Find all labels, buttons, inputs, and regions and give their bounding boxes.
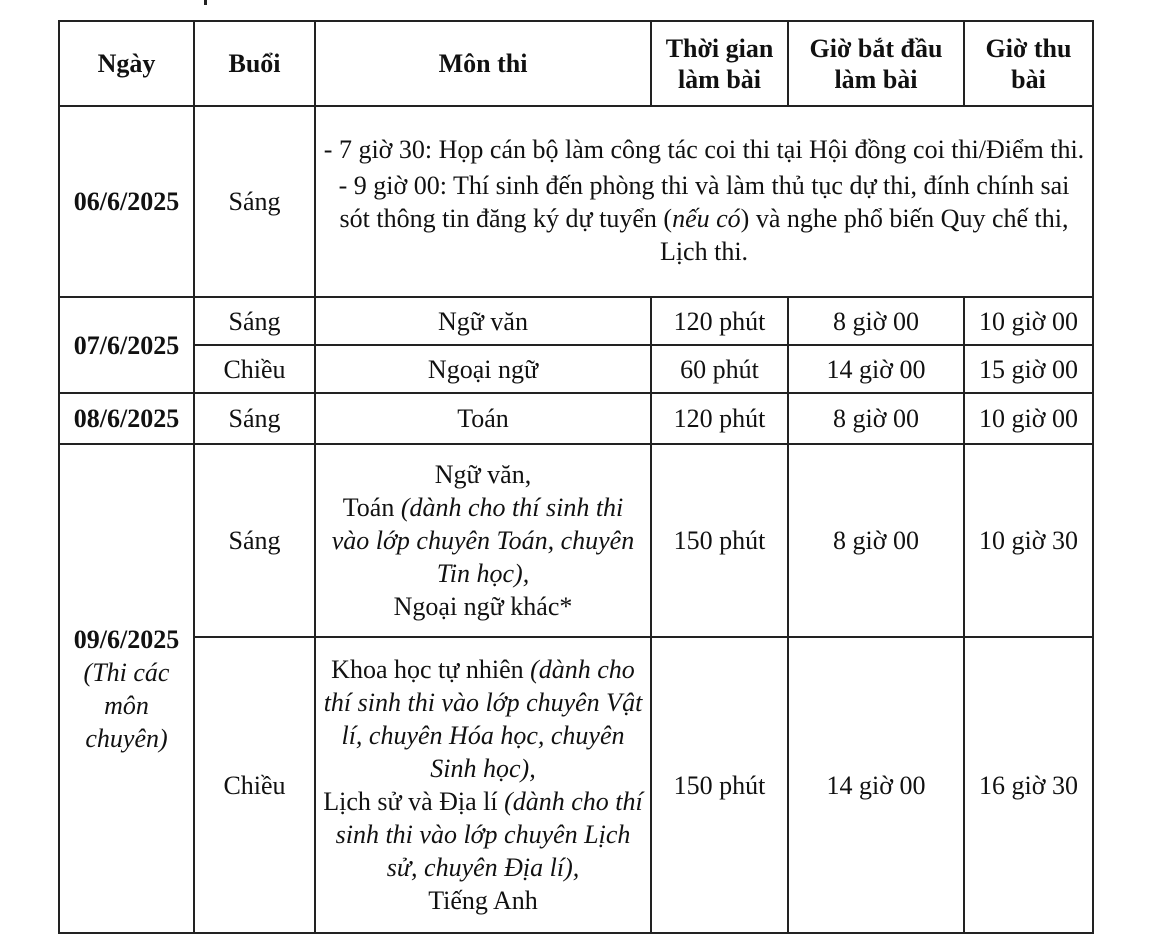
cell-session: Chiều	[194, 345, 315, 393]
cell-start-time: 14 giờ 00	[788, 637, 964, 933]
table-row-day1	[59, 106, 1093, 297]
table-row-day2-morning	[59, 297, 1093, 345]
date-text: 09/6/2025	[73, 624, 180, 654]
date-note: (Thi các môn chuyên)	[83, 657, 170, 753]
cell-end-time: 10 giờ 00	[964, 297, 1093, 345]
subject-line	[322, 491, 644, 590]
header-date: Ngày	[59, 21, 194, 106]
cell-end-time: 10 giờ 00	[964, 393, 1093, 444]
subject-line: Ngữ văn,	[434, 460, 532, 489]
cell-end-time: 10 giờ 30	[964, 444, 1093, 637]
note-line: - 7 giờ 30: Họp cán bộ làm công tác coi thi tại Hội đồng coi thi/Điểm thi.	[323, 134, 1085, 164]
subject-note: (dành cho thí sinh thi vào lớp chuyên Lịch sử, chuyên Địa lí),	[335, 787, 643, 882]
cell-duration: 120 phút	[651, 393, 788, 444]
cell-subject: Ngoại ngữ	[315, 345, 651, 393]
note-text: ) và nghe phổ biến Quy chế thi, Lịch thi.	[659, 203, 1069, 266]
cell-duration: 60 phút	[651, 345, 788, 393]
subject-line: Tiếng Anh	[428, 886, 538, 915]
cell-subject	[315, 637, 651, 933]
header-start-time: Giờ bắt đầu làm bài	[788, 21, 964, 106]
table-row-day2-afternoon	[59, 345, 1093, 393]
cell-end-time: 15 giờ 00	[964, 345, 1093, 393]
cell-session: Sáng	[194, 106, 315, 297]
cell-subject: Toán	[315, 393, 651, 444]
cell-duration: 120 phút	[651, 297, 788, 345]
cell-duration: 150 phút	[651, 444, 788, 637]
table-row-day4-morning	[59, 444, 1093, 637]
cell-date	[59, 444, 194, 933]
header-end-time: Giờ thu bài	[964, 21, 1093, 106]
cell-procedure-notes	[315, 106, 1093, 297]
cell-date: 06/6/2025	[59, 106, 194, 297]
cell-duration: 150 phút	[651, 637, 788, 933]
subject-note: (dành cho thí sinh thi vào lớp chuyên Toán, chuyên Tin học),	[331, 493, 635, 588]
subject-name: Toán	[342, 493, 395, 522]
subject-note: (dành cho thí sinh thi vào lớp chuyên Vật lí, chuyên Hóa học, chuyên Sinh học),	[323, 655, 643, 783]
cell-end-time: 16 giờ 30	[964, 637, 1093, 933]
header-subject: Môn thi	[315, 21, 651, 106]
subject-name: Lịch sử và Địa lí	[323, 787, 498, 816]
cell-date: 08/6/2025	[59, 393, 194, 444]
subject-line	[322, 653, 644, 785]
header-duration: Thời gian làm bài	[651, 21, 788, 106]
cell-session: Sáng	[194, 393, 315, 444]
subject-line: Ngoại ngữ khác*	[393, 592, 573, 621]
cell-start-time: 8 giờ 00	[788, 393, 964, 444]
header-row	[59, 21, 1093, 106]
note-text-italic: nếu có	[672, 203, 741, 233]
cell-date: 07/6/2025	[59, 297, 194, 393]
cell-start-time: 14 giờ 00	[788, 345, 964, 393]
cell-session: Sáng	[194, 444, 315, 637]
cell-session: Sáng	[194, 297, 315, 345]
table-row-day3	[59, 393, 1093, 444]
note-line	[322, 169, 1086, 268]
exam-schedule-table	[58, 20, 1094, 934]
cell-start-time: 8 giờ 00	[788, 444, 964, 637]
cell-subject	[315, 444, 651, 637]
table-row-day4-afternoon	[59, 637, 1093, 933]
subject-name: Khoa học tự nhiên	[331, 655, 524, 684]
subject-line	[322, 785, 644, 884]
cell-subject: Ngữ văn	[315, 297, 651, 345]
note-text: - 9 giờ 00: Thí sinh đến phòng thi và làm thủ tục dự thi, đính chính sai sót thông tin đăng ký dự tuyển (	[338, 170, 1070, 233]
cell-session: Chiều	[194, 637, 315, 933]
page-mark	[204, 0, 207, 5]
cell-start-time: 8 giờ 00	[788, 297, 964, 345]
header-session: Buổi	[194, 21, 315, 106]
